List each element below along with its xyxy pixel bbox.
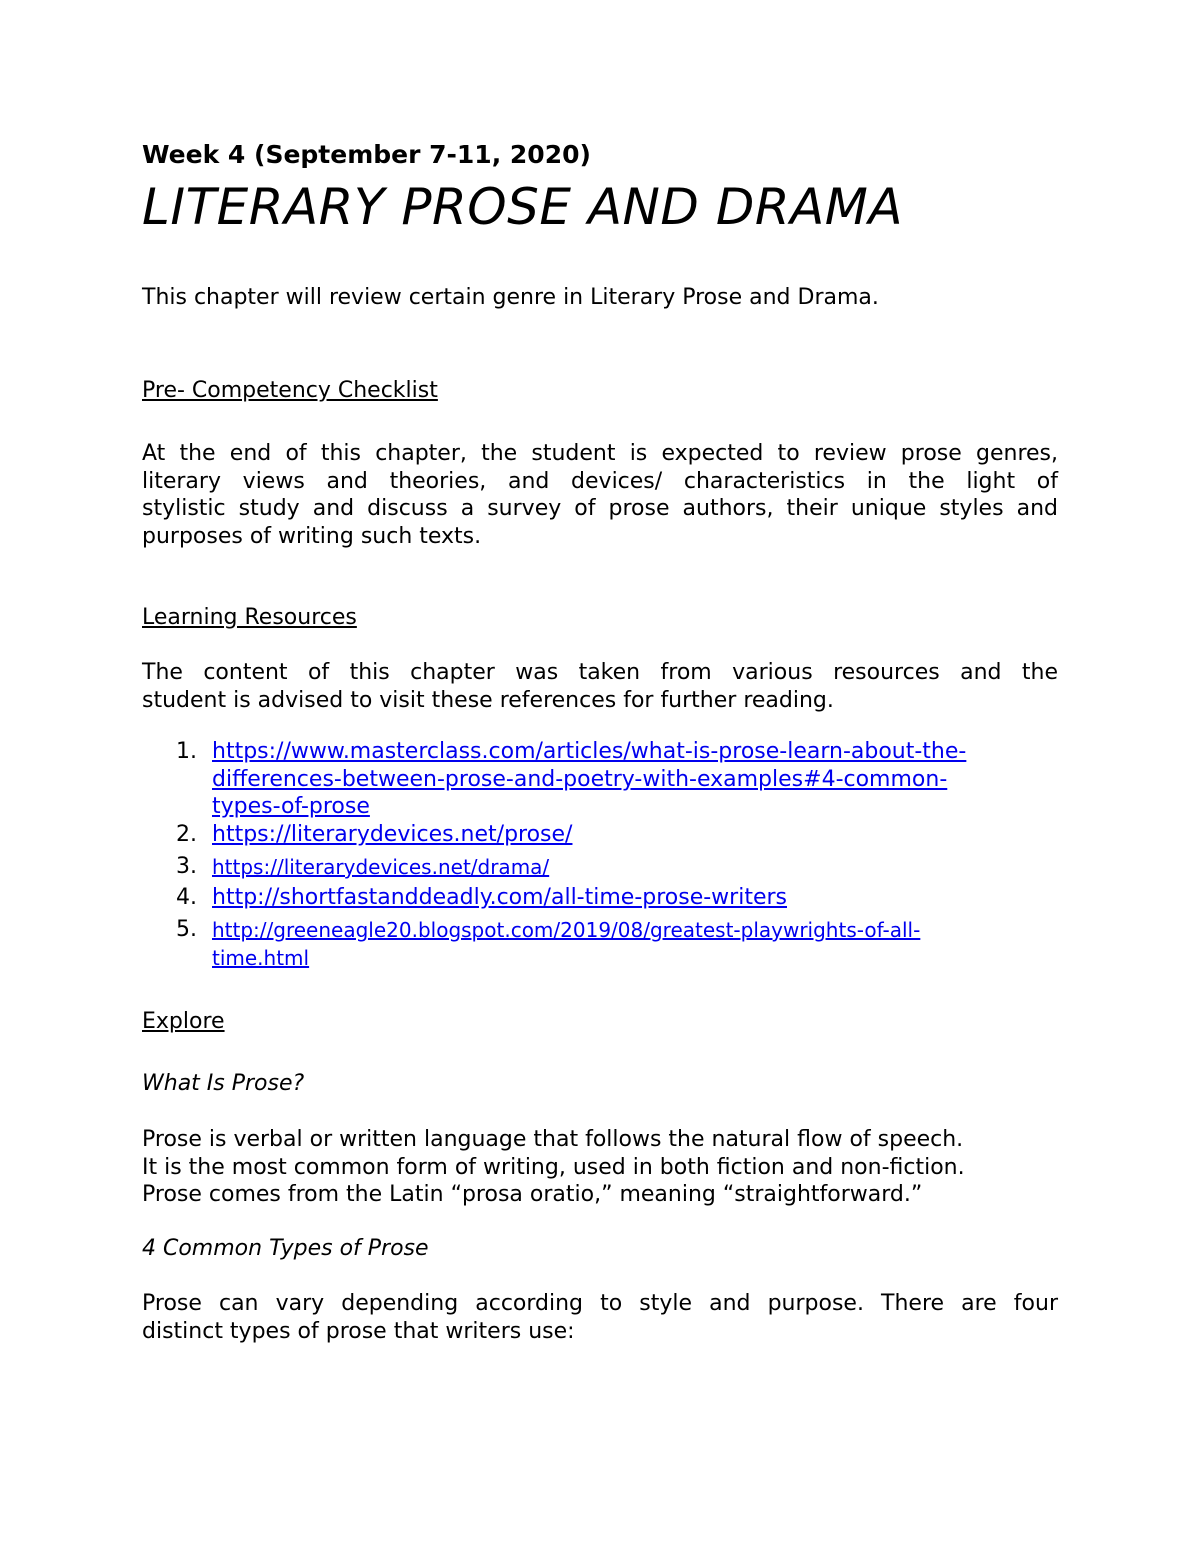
prose-line: Prose comes from the Latin “prosa oratio,” meaning “straightforward.” [142, 1182, 923, 1207]
reference-link-literarydevices-prose[interactable]: https://literarydevices.net/prose/ [212, 822, 573, 847]
types-line: Prose can vary depending according to style and purpose. There are four [142, 1291, 1058, 1316]
resources-heading: Learning Resources [142, 605, 357, 630]
checklist-paragraph [142, 440, 1058, 550]
reference-link-masterclass[interactable]: https://www.masterclass.com/articles/what-is-prose-learn-about-the- differences-between-prose-and-poetry-with-examples#4-common- types-of-prose [212, 739, 967, 819]
list-number: 5. [176, 917, 197, 942]
intro-paragraph: This chapter will review certain genre in Literary Prose and Drama. [142, 285, 879, 310]
list-number: 4. [176, 885, 197, 910]
list-item [142, 738, 1058, 821]
types-of-prose-heading: 4 Common Types of Prose [142, 1236, 429, 1261]
week-label: Week 4 (September 7-11, 2020) [142, 140, 591, 169]
checklist-line: purposes of writing such texts. [142, 523, 482, 549]
what-is-prose-paragraph [142, 1126, 1058, 1209]
list-item [142, 853, 1058, 884]
what-is-prose-heading: What Is Prose? [142, 1071, 305, 1096]
reference-link-literarydevices-drama[interactable]: https://literarydevices.net/drama/ [212, 855, 550, 879]
checklist-line: stylistic study and discuss a survey of prose authors, their unique styles and [142, 496, 1058, 521]
list-number: 1. [176, 739, 197, 764]
list-item [142, 916, 1058, 972]
checklist-heading: Pre- Competency Checklist [142, 378, 438, 403]
list-number: 2. [176, 822, 197, 847]
prose-line: Prose is verbal or written language that follows the natural flow of speech. [142, 1127, 964, 1152]
resources-line: The content of this chapter was taken from various resources and the [142, 660, 1058, 685]
list-item [142, 821, 1058, 853]
checklist-line: At the end of this chapter, the student is expected to review prose genres, [142, 441, 1058, 466]
reference-list [142, 738, 1058, 972]
types-of-prose-paragraph [142, 1290, 1058, 1345]
list-number: 3. [176, 854, 197, 879]
reference-link-greeneagle[interactable]: http://greeneagle20.blogspot.com/2019/08/greatest-playwrights-of-all- time.html [212, 918, 921, 970]
reference-link-shortfastanddeadly[interactable]: http://shortfastanddeadly.com/all-time-prose-writers [212, 885, 787, 910]
list-item [142, 884, 1058, 916]
chapter-title: LITERARY PROSE AND DRAMA [142, 178, 904, 236]
types-line: distinct types of prose that writers use: [142, 1318, 575, 1344]
prose-line: It is the most common form of writing, used in both fiction and non-fiction. [142, 1154, 965, 1180]
resources-line: student is advised to visit these references for further reading. [142, 687, 834, 713]
resources-paragraph [142, 659, 1058, 714]
checklist-line: literary views and theories, and devices/ characteristics in the light of [142, 468, 1058, 494]
explore-heading: Explore [142, 1009, 225, 1034]
